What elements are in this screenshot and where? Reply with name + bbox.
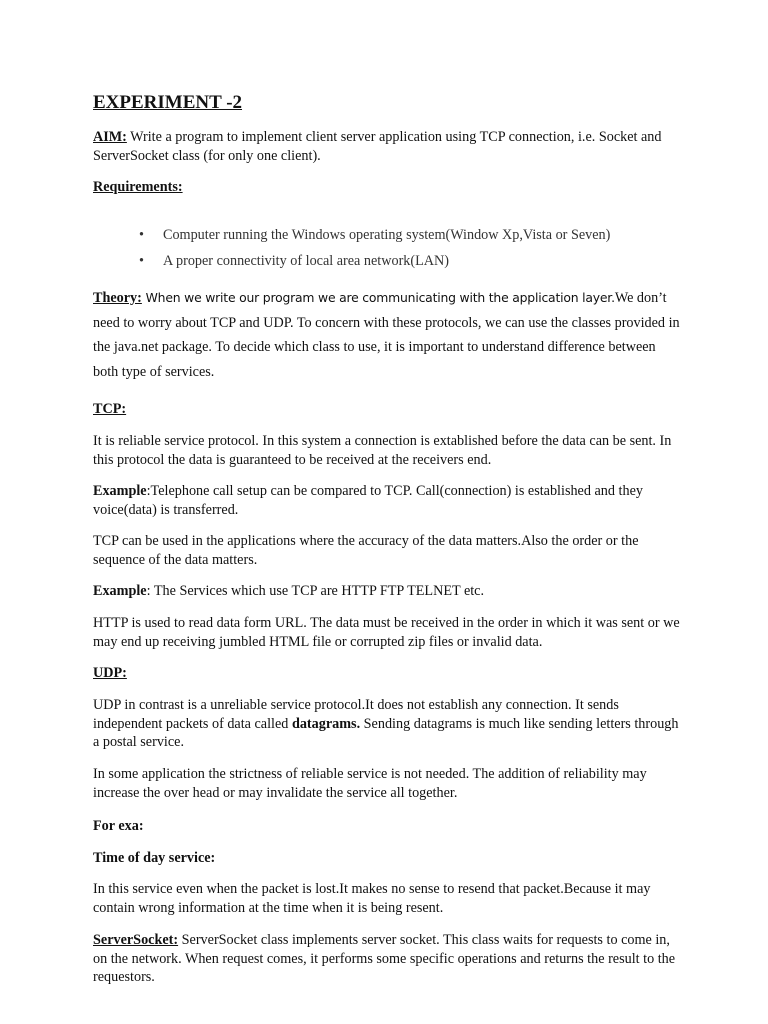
aim-text: Write a program to implement client server application using TCP connection, i.e. Socket and ServerSocket class (for only one client). <box>93 129 662 164</box>
example-text: : The Services which use TCP are HTTP FTP TELNET etc. <box>146 583 485 599</box>
example-label: Example <box>93 583 147 599</box>
tcp-heading <box>93 400 683 419</box>
tcp-paragraph-2: TCP can be used in the applications where the accuracy of the data matters.Also the order or the sequence of the data matters. <box>93 533 639 568</box>
requirements-heading-text: Requirements: <box>93 179 183 195</box>
udp-paragraph-2: In some application the strictness of reliable service is not needed. The addition of reliability may increase the over head or may invalidate the service all together. <box>93 766 647 801</box>
for-exa-label: For exa: <box>93 818 144 834</box>
example-text: :Telephone call setup can be compared to TCP. Call(connection) is established and they voice(data) is transferred. <box>93 483 643 518</box>
list-item-text: Computer running the Windows operating system(Window Xp,Vista or Seven) <box>163 227 611 243</box>
tcp-heading-text: TCP: <box>93 401 127 417</box>
udp-paragraph-1 <box>93 696 683 752</box>
udp-heading <box>93 664 683 683</box>
serversocket-paragraph <box>93 931 683 987</box>
time-of-day-heading: Time of day service: <box>93 850 216 866</box>
udp-text-2: Sending datagrams is much like sending letters through a postal service. <box>93 715 679 751</box>
tcp-paragraph-3: HTTP is used to read data form URL. The data must be received in the order in which it was sent or we may end up receiving jumbled HTML file or corrupted zip files or invalid data. <box>93 615 680 650</box>
theory-label: Theory: <box>93 290 142 306</box>
bullet-icon: • <box>139 227 144 243</box>
datagrams-term: datagrams. <box>291 715 361 732</box>
serversocket-text: ServerSocket class implements server socket. This class waits for requests to come in, on the network. When request comes, it performs some specific operations and returns the result to the requestors. <box>93 932 676 986</box>
theory-lead-text: When we write our program we are communicating with the application layer. <box>141 290 615 305</box>
bullet-icon: • <box>139 253 144 269</box>
udp-text: UDP in contrast is a unreliable service protocol.It does not establish any connection. It sends independent packets of data called <box>93 697 619 732</box>
list-item <box>93 222 653 248</box>
tcp-example-2 <box>93 582 683 601</box>
requirements-list <box>93 222 653 274</box>
requirements-heading <box>93 178 683 197</box>
list-item-text: A proper connectivity of local area network(LAN) <box>163 253 450 269</box>
serversocket-label: ServerSocket: <box>93 932 179 948</box>
page-title: EXPERIMENT -2 <box>93 92 243 113</box>
tcp-example-1 <box>93 482 683 519</box>
tcp-paragraph-1: It is reliable service protocol. In this system a connection is extablished before the data can be sent. In this protocol the data is guaranteed to be received at the receivers end. <box>93 433 672 468</box>
aim-paragraph <box>93 128 683 165</box>
aim-label: AIM: <box>93 129 127 145</box>
udp-paragraph-3: In this service even when the packet is lost.It makes no sense to resend that packet.Because it may contain wrong information at the time when it is being resent. <box>93 881 651 916</box>
example-label: Example <box>93 483 147 499</box>
theory-paragraph <box>93 286 683 384</box>
theory-text: We don’t need to worry about TCP and UDP. To concern with these protocols, we can use the classes provided in the java.net package. To decide which class to use, it is important to understand difference between both type of services. <box>93 290 680 380</box>
udp-heading-text: UDP: <box>93 665 127 681</box>
list-item <box>93 248 653 274</box>
